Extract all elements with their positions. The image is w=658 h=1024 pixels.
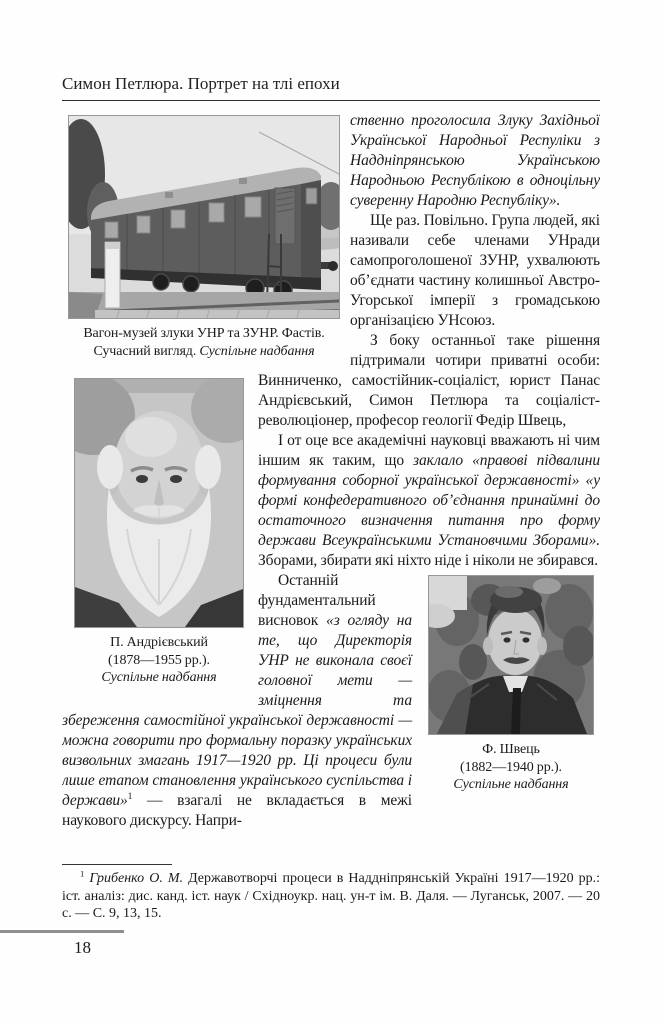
caption-credit: Суспільне надбання [101,670,217,685]
page-bottom [0,858,658,1024]
page-content [62,0,600,858]
page-footer [0,930,658,958]
caption-line: Сучасний вигляд. [93,343,197,359]
footnote [62,864,600,923]
caption-name: П. Андрієвський [110,635,208,650]
shvets-caption [422,741,600,794]
footnote-separator [62,864,172,865]
figure-andriievskyi [70,378,248,687]
running-header [62,0,600,101]
footnote-body: Грибенко О. М. Державотворчі процеси в Наддніпрянській Україні 1917—1920 рр.: іст. аналіз: дис. канд. іст. наук / Східноукр. нац. ун-т ім. В. Даля. — Луганськ, 2007. — 20 с. — С. 9, 13, 15. [62,871,601,921]
caption-credit: Суспільне надбання [199,343,315,359]
caption-years: (1882—1940 рр.). [460,759,562,775]
body-paragraph: ственно проголосила Злуку Західньої Української Народньої Респуліки з Наддніпрянською Українською Народньою Республікою в одноцільну суверенну Народню Республіку». [350,112,600,209]
andriievskyi-caption [70,634,248,687]
body-paragraph: Ще раз. Повільно. Група людей, які називали себе членами УНради самопроголошеної ЗУНР, ухвалюють об’єднати частину колишньої Австро-Угорської імперії з громадською організацією УНсоюз. [350,212,600,329]
andriievskyi-photo [74,378,244,628]
figure-shvets [422,575,600,794]
body-paragraph: Останній фундаментальний висновок «з огляду на те, що Директорія УНР не виконала своєї головної мети — зміцнення та збереження самостійної української державності — можна говорити про формальну поразку українських визвольних змагань 1917—1920 рр. Ці процеси були лише етапом становлення українського суспільства і держави»$^1$ — взагалі не вкладається в межі наукового дискурсу. Напри- [62,572,412,829]
caption-line: Вагон-музей злуки УНР та ЗУНР. Фастів. [83,326,325,341]
caption-years: (1878—1955 рр.). [108,652,210,668]
andriievskyi-photo-illustration [75,379,243,627]
page-body [62,111,600,858]
footnote-text [62,870,600,923]
body-paragraph: З боку останньої таке рішення підтримали чотири приватні особи: Винниченко, самостійник-соціаліст, юрист Панас Андрієвський, Симон Петлюра та соціаліст-революціонер, професор геології Федір Швець, [258,332,600,429]
chapter-title: Симон Петлюра. Портрет на тлі епохи [62,74,340,93]
wagon-photo-illustration [69,116,339,318]
footnote-marker: 1 [80,868,85,879]
shvets-photo [428,575,594,735]
body-paragraph: І от оце все академічні науковці вважають ні чим іншим як таким, що заклало «правові підвалини формування соборної української державності» «у формі конфедеративного об’єднання принаймні до остаточного визначення питання про форму держави Всеукраїнськими Установчими Зборами». Зборами, збирати які ніхто ніде і ніколи не збирався. [258,432,600,569]
footer-rule [0,930,124,933]
caption-credit: Суспільне надбання [453,777,569,792]
shvets-photo-illustration [429,576,593,734]
wagon-caption [64,325,344,360]
wagon-photo [68,115,340,319]
caption-name: Ф. Швець [482,742,540,757]
figure-wagon [64,115,344,360]
page-number: 18 [74,937,91,957]
